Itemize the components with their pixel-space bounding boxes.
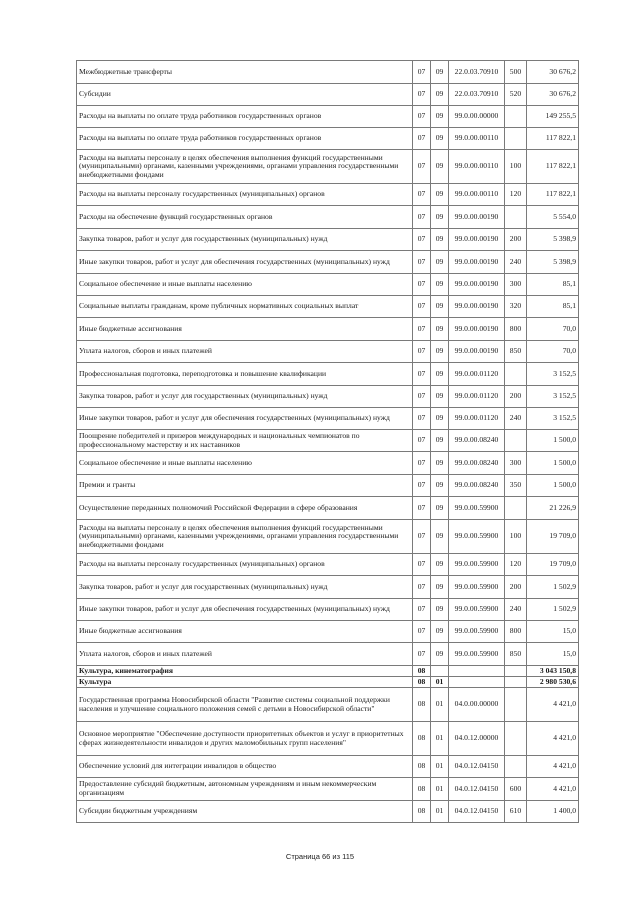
- cell-amount: 85,1: [527, 296, 579, 318]
- cell-expense-type: 300: [505, 452, 527, 475]
- cell-section: 07: [413, 554, 431, 576]
- cell-target-article: 22.0.03.70910: [449, 61, 505, 84]
- cell-section: 07: [413, 621, 431, 643]
- cell-expense-type: 850: [505, 341, 527, 363]
- cell-expense-type: 200: [505, 386, 527, 408]
- cell-name: Расходы на выплаты по оплате труда работников государственных органов: [77, 106, 413, 128]
- budget-table-container: [76, 60, 578, 823]
- table-row: [77, 643, 579, 666]
- cell-name: Субсидии бюджетным учреждениям: [77, 801, 413, 823]
- table-row: [77, 251, 579, 274]
- table-row: [77, 430, 579, 452]
- cell-target-article: 99.0.00.59900: [449, 520, 505, 554]
- cell-expense-type: 850: [505, 643, 527, 666]
- cell-subsection: 09: [431, 408, 449, 430]
- table-row: [77, 363, 579, 386]
- cell-name: Расходы на выплаты персоналу государственных (муниципальных) органов: [77, 184, 413, 206]
- cell-target-article: 99.0.00.08240: [449, 475, 505, 497]
- cell-subsection: 09: [431, 643, 449, 666]
- cell-subsection: 09: [431, 520, 449, 554]
- cell-name: Закупка товаров, работ и услуг для государственных (муниципальных) нужд: [77, 576, 413, 599]
- cell-subsection: 09: [431, 274, 449, 296]
- cell-amount: 1 500,0: [527, 452, 579, 475]
- cell-name: Расходы на обеспечение функций государственных органов: [77, 206, 413, 229]
- cell-amount: 1 502,9: [527, 599, 579, 621]
- cell-name: Обеспечение условий для интеграции инвалидов в общество: [77, 756, 413, 778]
- table-row: [77, 778, 579, 801]
- cell-subsection: 09: [431, 576, 449, 599]
- table-row: [77, 318, 579, 341]
- cell-name: Культура: [77, 677, 413, 688]
- table-row: [77, 722, 579, 756]
- cell-subsection: 09: [431, 206, 449, 229]
- table-row: [77, 386, 579, 408]
- cell-subsection: 09: [431, 251, 449, 274]
- cell-target-article: 99.0.00.00190: [449, 251, 505, 274]
- cell-amount: 19 709,0: [527, 520, 579, 554]
- cell-expense-type: [505, 688, 527, 722]
- cell-expense-type: 610: [505, 801, 527, 823]
- cell-subsection: 09: [431, 363, 449, 386]
- table-row: [77, 61, 579, 84]
- cell-amount: 70,0: [527, 318, 579, 341]
- cell-section: 07: [413, 520, 431, 554]
- cell-amount: 3 152,5: [527, 408, 579, 430]
- cell-amount: 149 255,5: [527, 106, 579, 128]
- cell-expense-type: [505, 128, 527, 150]
- cell-target-article: 99.0.00.08240: [449, 430, 505, 452]
- cell-amount: 30 676,2: [527, 61, 579, 84]
- cell-amount: 30 676,2: [527, 84, 579, 106]
- cell-target-article: 99.0.00.59900: [449, 497, 505, 520]
- cell-subsection: 09: [431, 150, 449, 184]
- budget-table-body: [77, 61, 579, 823]
- cell-expense-type: [505, 206, 527, 229]
- cell-section: 08: [413, 677, 431, 688]
- cell-name: Социальное обеспечение и иные выплаты населению: [77, 274, 413, 296]
- cell-target-article: 04.0.12.04150: [449, 801, 505, 823]
- cell-section: 07: [413, 341, 431, 363]
- cell-target-article: 04.0.12.04150: [449, 756, 505, 778]
- cell-expense-type: [505, 106, 527, 128]
- cell-amount: 5 554,0: [527, 206, 579, 229]
- cell-target-article: 99.0.00.59900: [449, 621, 505, 643]
- table-row: [77, 229, 579, 251]
- cell-amount: 3 043 150,8: [527, 666, 579, 677]
- cell-subsection: 01: [431, 756, 449, 778]
- cell-target-article: 99.0.00.01120: [449, 408, 505, 430]
- cell-subsection: 09: [431, 599, 449, 621]
- cell-expense-type: [505, 363, 527, 386]
- cell-expense-type: 500: [505, 61, 527, 84]
- cell-name: Социальное обеспечение и иные выплаты населению: [77, 452, 413, 475]
- cell-amount: 5 398,9: [527, 251, 579, 274]
- cell-amount: 1 400,0: [527, 801, 579, 823]
- cell-target-article: 04.0.00.00000: [449, 688, 505, 722]
- cell-section: 07: [413, 128, 431, 150]
- cell-target-article: 04.0.12.04150: [449, 778, 505, 801]
- cell-target-article: 99.0.00.00190: [449, 296, 505, 318]
- cell-expense-type: [505, 430, 527, 452]
- cell-target-article: 99.0.00.59900: [449, 554, 505, 576]
- cell-expense-type: 240: [505, 408, 527, 430]
- cell-subsection: 01: [431, 677, 449, 688]
- cell-name: Закупка товаров, работ и услуг для государственных (муниципальных) нужд: [77, 386, 413, 408]
- cell-name: Иные закупки товаров, работ и услуг для обеспечения государственных (муниципальных) нужд: [77, 251, 413, 274]
- table-row: [77, 756, 579, 778]
- cell-subsection: 09: [431, 318, 449, 341]
- cell-section: 07: [413, 430, 431, 452]
- cell-expense-type: 240: [505, 251, 527, 274]
- cell-expense-type: 600: [505, 778, 527, 801]
- table-row: [77, 666, 579, 677]
- cell-expense-type: 240: [505, 599, 527, 621]
- cell-target-article: 99.0.00.08240: [449, 452, 505, 475]
- cell-expense-type: 200: [505, 576, 527, 599]
- cell-subsection: 09: [431, 106, 449, 128]
- cell-target-article: 99.0.00.00190: [449, 341, 505, 363]
- cell-amount: 85,1: [527, 274, 579, 296]
- cell-subsection: 09: [431, 184, 449, 206]
- cell-target-article: 22.0.03.70910: [449, 84, 505, 106]
- cell-section: 08: [413, 722, 431, 756]
- cell-expense-type: 200: [505, 229, 527, 251]
- cell-section: 07: [413, 150, 431, 184]
- cell-target-article: 99.0.00.00190: [449, 274, 505, 296]
- cell-target-article: 04.0.12.00000: [449, 722, 505, 756]
- cell-subsection: 01: [431, 778, 449, 801]
- cell-target-article: 99.0.00.59900: [449, 576, 505, 599]
- cell-amount: 4 421,0: [527, 756, 579, 778]
- cell-target-article: 99.0.00.00000: [449, 106, 505, 128]
- cell-subsection: 09: [431, 84, 449, 106]
- cell-name: Межбюджетные трансферты: [77, 61, 413, 84]
- cell-section: 08: [413, 688, 431, 722]
- cell-amount: 5 398,9: [527, 229, 579, 251]
- cell-section: 08: [413, 666, 431, 677]
- cell-amount: 3 152,5: [527, 386, 579, 408]
- cell-section: 08: [413, 778, 431, 801]
- cell-amount: 19 709,0: [527, 554, 579, 576]
- table-row: [77, 599, 579, 621]
- cell-section: 07: [413, 206, 431, 229]
- cell-name: Иные бюджетные ассигнования: [77, 621, 413, 643]
- cell-expense-type: 320: [505, 296, 527, 318]
- cell-name: Субсидии: [77, 84, 413, 106]
- cell-subsection: 09: [431, 386, 449, 408]
- cell-section: 07: [413, 106, 431, 128]
- budget-table: [76, 60, 579, 823]
- cell-name: Уплата налогов, сборов и иных платежей: [77, 643, 413, 666]
- cell-amount: 117 822,1: [527, 184, 579, 206]
- cell-amount: 117 822,1: [527, 128, 579, 150]
- cell-amount: 1 500,0: [527, 475, 579, 497]
- cell-subsection: [431, 666, 449, 677]
- table-row: [77, 206, 579, 229]
- table-row: [77, 84, 579, 106]
- cell-subsection: 09: [431, 430, 449, 452]
- table-row: [77, 106, 579, 128]
- cell-target-article: 99.0.00.00110: [449, 150, 505, 184]
- cell-section: 07: [413, 363, 431, 386]
- cell-expense-type: 800: [505, 621, 527, 643]
- cell-section: 08: [413, 756, 431, 778]
- cell-amount: 15,0: [527, 621, 579, 643]
- cell-target-article: 99.0.00.01120: [449, 386, 505, 408]
- cell-subsection: 09: [431, 554, 449, 576]
- table-row: [77, 475, 579, 497]
- cell-subsection: 09: [431, 497, 449, 520]
- cell-subsection: 09: [431, 475, 449, 497]
- table-row: [77, 341, 579, 363]
- cell-expense-type: 300: [505, 274, 527, 296]
- cell-section: 07: [413, 497, 431, 520]
- cell-expense-type: 120: [505, 184, 527, 206]
- cell-amount: 3 152,5: [527, 363, 579, 386]
- cell-name: Иные закупки товаров, работ и услуг для обеспечения государственных (муниципальных) нужд: [77, 408, 413, 430]
- cell-name: Расходы на выплаты по оплате труда работников государственных органов: [77, 128, 413, 150]
- table-row: [77, 184, 579, 206]
- table-row: [77, 452, 579, 475]
- cell-expense-type: [505, 666, 527, 677]
- cell-subsection: 09: [431, 452, 449, 475]
- cell-section: 07: [413, 599, 431, 621]
- table-row: [77, 274, 579, 296]
- cell-name: Расходы на выплаты персоналу государственных (муниципальных) органов: [77, 554, 413, 576]
- cell-subsection: 01: [431, 688, 449, 722]
- cell-target-article: [449, 666, 505, 677]
- cell-section: 07: [413, 296, 431, 318]
- page-footer: Страница 66 из 115: [285, 852, 355, 861]
- cell-target-article: 99.0.00.00190: [449, 229, 505, 251]
- cell-amount: 1 500,0: [527, 430, 579, 452]
- cell-expense-type: 800: [505, 318, 527, 341]
- cell-name: Социальные выплаты гражданам, кроме публичных нормативных социальных выплат: [77, 296, 413, 318]
- cell-expense-type: 100: [505, 150, 527, 184]
- cell-section: 07: [413, 408, 431, 430]
- cell-name: Иные закупки товаров, работ и услуг для обеспечения государственных (муниципальных) нужд: [77, 599, 413, 621]
- cell-target-article: 99.0.00.01120: [449, 363, 505, 386]
- cell-expense-type: 350: [505, 475, 527, 497]
- cell-target-article: [449, 677, 505, 688]
- cell-expense-type: [505, 722, 527, 756]
- cell-section: 07: [413, 84, 431, 106]
- cell-target-article: 99.0.00.00110: [449, 184, 505, 206]
- cell-amount: 15,0: [527, 643, 579, 666]
- table-row: [77, 554, 579, 576]
- table-row: [77, 576, 579, 599]
- cell-target-article: 99.0.00.00190: [449, 318, 505, 341]
- cell-subsection: 01: [431, 722, 449, 756]
- cell-name: Профессиональная подготовка, переподготовка и повышение квалификации: [77, 363, 413, 386]
- cell-target-article: 99.0.00.59900: [449, 599, 505, 621]
- table-row: [77, 801, 579, 823]
- cell-section: 07: [413, 386, 431, 408]
- table-row: [77, 520, 579, 554]
- table-row: [77, 688, 579, 722]
- cell-name: Предоставление субсидий бюджетным, автономным учреждениям и иным некоммерческим организациям: [77, 778, 413, 801]
- cell-amount: 4 421,0: [527, 778, 579, 801]
- cell-name: Расходы на выплаты персоналу в целях обеспечения выполнения функций государственными (муниципальными) органами, казенными учреждениями, органами управления государственными внебюджетными фондами: [77, 150, 413, 184]
- cell-amount: 21 226,9: [527, 497, 579, 520]
- cell-expense-type: 120: [505, 554, 527, 576]
- cell-expense-type: [505, 756, 527, 778]
- cell-section: 07: [413, 452, 431, 475]
- cell-section: 07: [413, 61, 431, 84]
- cell-subsection: 01: [431, 801, 449, 823]
- cell-subsection: 09: [431, 296, 449, 318]
- cell-section: 07: [413, 229, 431, 251]
- cell-target-article: 99.0.00.00190: [449, 206, 505, 229]
- cell-name: Закупка товаров, работ и услуг для государственных (муниципальных) нужд: [77, 229, 413, 251]
- cell-expense-type: 520: [505, 84, 527, 106]
- cell-section: 07: [413, 475, 431, 497]
- table-row: [77, 150, 579, 184]
- cell-amount: 117 822,1: [527, 150, 579, 184]
- cell-amount: 70,0: [527, 341, 579, 363]
- table-row: [77, 497, 579, 520]
- table-row: [77, 128, 579, 150]
- table-row: [77, 621, 579, 643]
- table-row: [77, 677, 579, 688]
- cell-section: 07: [413, 643, 431, 666]
- table-row: [77, 296, 579, 318]
- cell-amount: 4 421,0: [527, 688, 579, 722]
- cell-subsection: 09: [431, 621, 449, 643]
- cell-section: 08: [413, 801, 431, 823]
- cell-amount: 1 502,9: [527, 576, 579, 599]
- cell-name: Поощрение победителей и призеров международных и национальных чемпионатов по профессиональному мастерству и их наставников: [77, 430, 413, 452]
- cell-section: 07: [413, 274, 431, 296]
- cell-target-article: 99.0.00.59900: [449, 643, 505, 666]
- cell-name: Премии и гранты: [77, 475, 413, 497]
- table-row: [77, 408, 579, 430]
- cell-target-article: 99.0.00.00110: [449, 128, 505, 150]
- cell-name: Основное мероприятие "Обеспечение доступности приоритетных объектов и услуг в приоритетных сферах жизнедеятельности инвалидов и других маломобильных групп населения": [77, 722, 413, 756]
- cell-section: 07: [413, 576, 431, 599]
- cell-subsection: 09: [431, 341, 449, 363]
- cell-name: Осуществление переданных полномочий Российской Федерации в сфере образования: [77, 497, 413, 520]
- cell-amount: 2 980 530,6: [527, 677, 579, 688]
- cell-subsection: 09: [431, 61, 449, 84]
- cell-subsection: 09: [431, 229, 449, 251]
- cell-amount: 4 421,0: [527, 722, 579, 756]
- cell-name: Уплата налогов, сборов и иных платежей: [77, 341, 413, 363]
- cell-subsection: 09: [431, 128, 449, 150]
- cell-section: 07: [413, 251, 431, 274]
- cell-name: Иные бюджетные ассигнования: [77, 318, 413, 341]
- cell-section: 07: [413, 184, 431, 206]
- cell-expense-type: 100: [505, 520, 527, 554]
- cell-name: Культура, кинематография: [77, 666, 413, 677]
- cell-expense-type: [505, 497, 527, 520]
- cell-expense-type: [505, 677, 527, 688]
- cell-name: Расходы на выплаты персоналу в целях обеспечения выполнения функций государственными (муниципальными) органами, казенными учреждениями, органами управления государственными внебюджетными фондами: [77, 520, 413, 554]
- cell-name: Государственная программа Новосибирской области "Развитие системы социальной поддержки населения и улучшение социального положения семей с детьми в Новосибирской области": [77, 688, 413, 722]
- cell-section: 07: [413, 318, 431, 341]
